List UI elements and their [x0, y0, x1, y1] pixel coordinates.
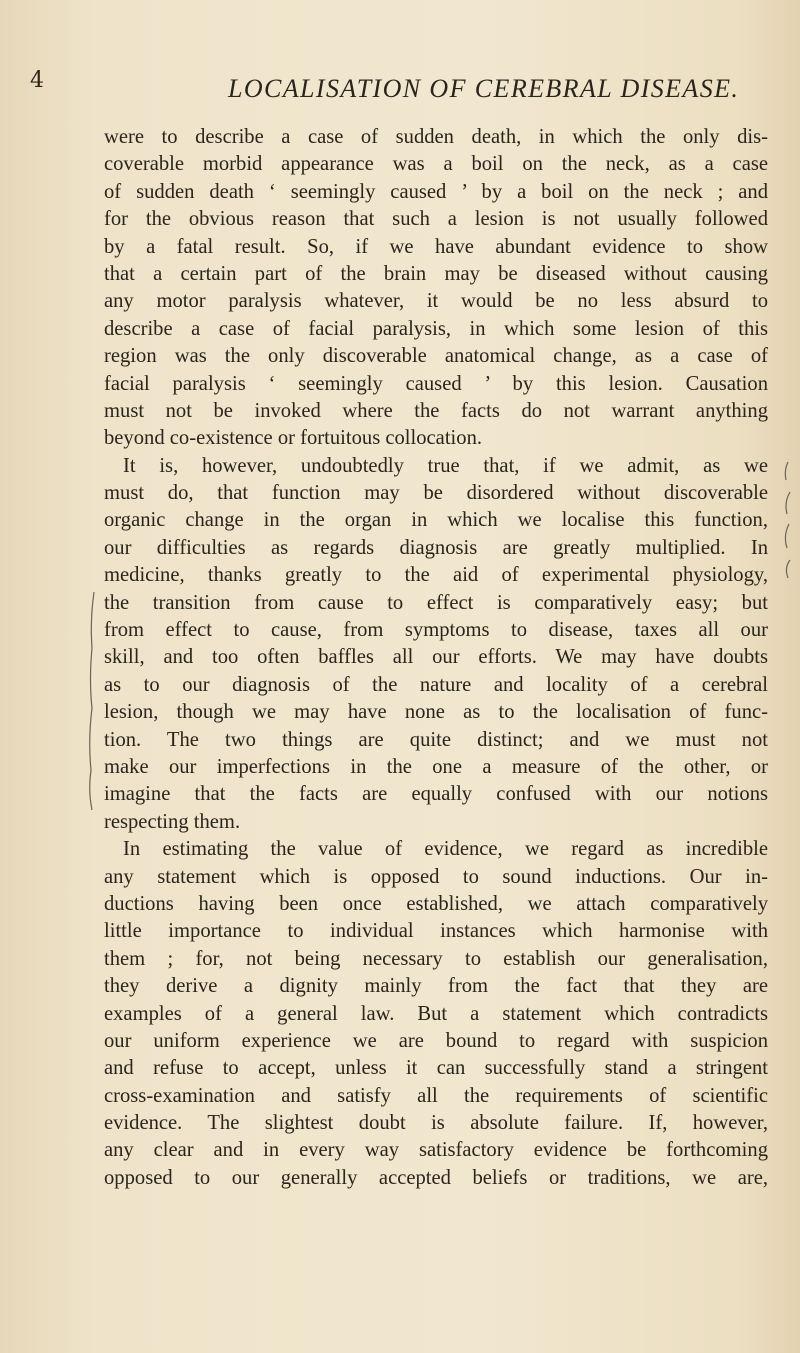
- text-line: imagine that the facts are equally confused with our notions: [104, 783, 768, 806]
- text-line: the transition from cause to effect is comparatively easy; but: [104, 591, 768, 614]
- text-line: cross-examination and satisfy all the requirements of scientific: [104, 1084, 768, 1107]
- text-line: any motor paralysis whatever, it would be no less absurd to: [104, 290, 768, 313]
- right-margin-bracket: [785, 462, 790, 578]
- text-line: from effect to cause, from symptoms to disease, taxes all our: [104, 619, 768, 642]
- text-line: little importance to individual instances which harmonise with: [104, 920, 768, 943]
- text-line: respecting them.: [104, 810, 241, 833]
- running-head: LOCALISATION OF CEREBRAL DISEASE.: [228, 74, 740, 103]
- text-line: ductions having been once established, we attach comparatively: [104, 892, 768, 915]
- text-line: In estimating the value of evidence, we regard as incredible: [123, 838, 768, 861]
- text-line: must do, that function may be disordered without discoverable: [104, 482, 768, 505]
- text-line: It is, however, undoubtedly true that, if we admit, as we: [123, 454, 768, 477]
- paragraph: [104, 836, 768, 1192]
- text-line: facial paralysis ‘ seemingly caused ’ by this lesion. Causation: [104, 372, 768, 395]
- page-header: [0, 68, 800, 108]
- text-line: any clear and in every way satisfactory evidence be forthcoming: [104, 1139, 768, 1162]
- text-line: and refuse to accept, unless it can successfully stand a stringent: [104, 1057, 768, 1080]
- text-line: examples of a general law. But a statement which contradicts: [104, 1002, 768, 1025]
- paragraph: [104, 453, 768, 836]
- text-line: by a fatal result. So, if we have abundant evidence to show: [104, 235, 768, 258]
- text-line: as to our diagnosis of the nature and locality of a cerebral: [104, 673, 768, 696]
- text-line: evidence. The slightest doubt is absolute failure. If, however,: [104, 1112, 768, 1135]
- text-line: any statement which is opposed to sound inductions. Our in-: [104, 865, 768, 888]
- text-line: beyond co-existence or fortuitous collocation.: [104, 427, 483, 450]
- text-line: medicine, thanks greatly to the aid of experimental physiology,: [104, 564, 768, 587]
- text-line: of sudden death ‘ seemingly caused ’ by a boil on the neck ; and: [104, 180, 768, 203]
- text-line: tion. The two things are quite distinct; and we must not: [104, 728, 768, 751]
- text-line: describe a case of facial paralysis, in which some lesion of this: [104, 317, 768, 340]
- left-margin-bracket: [90, 592, 94, 810]
- text-line: our difficulties as regards diagnosis are greatly multiplied. In: [104, 536, 768, 559]
- text-line: for the obvious reason that such a lesion is not usually followed: [104, 208, 768, 231]
- text-line: make our imperfections in the one a measure of the other, or: [104, 755, 768, 778]
- body-text: [104, 124, 768, 1192]
- text-line: our uniform experience we are bound to regard with suspicion: [104, 1029, 768, 1052]
- text-line: coverable morbid appearance was a boil on the neck, as a case: [104, 153, 768, 176]
- text-line: them ; for, not being necessary to establish our generalisation,: [104, 947, 768, 970]
- page-number: 4: [30, 68, 44, 93]
- text-line: must not be invoked where the facts do not warrant anything: [104, 399, 768, 422]
- text-line: skill, and too often baffles all our efforts. We may have doubts: [104, 646, 768, 669]
- text-line: opposed to our generally accepted beliefs or traditions, we are,: [104, 1166, 768, 1189]
- text-line: were to describe a case of sudden death, in which the only dis-: [104, 126, 768, 148]
- text-line: organic change in the organ in which we localise this function,: [104, 509, 768, 532]
- text-line: region was the only discoverable anatomical change, as a case of: [104, 345, 768, 368]
- text-line: lesion, though we may have none as to the localisation of func-: [104, 701, 768, 724]
- text-line: they derive a dignity mainly from the fact that they are: [104, 975, 768, 998]
- text-line: that a certain part of the brain may be diseased without causing: [104, 262, 768, 285]
- paragraph: [104, 124, 768, 453]
